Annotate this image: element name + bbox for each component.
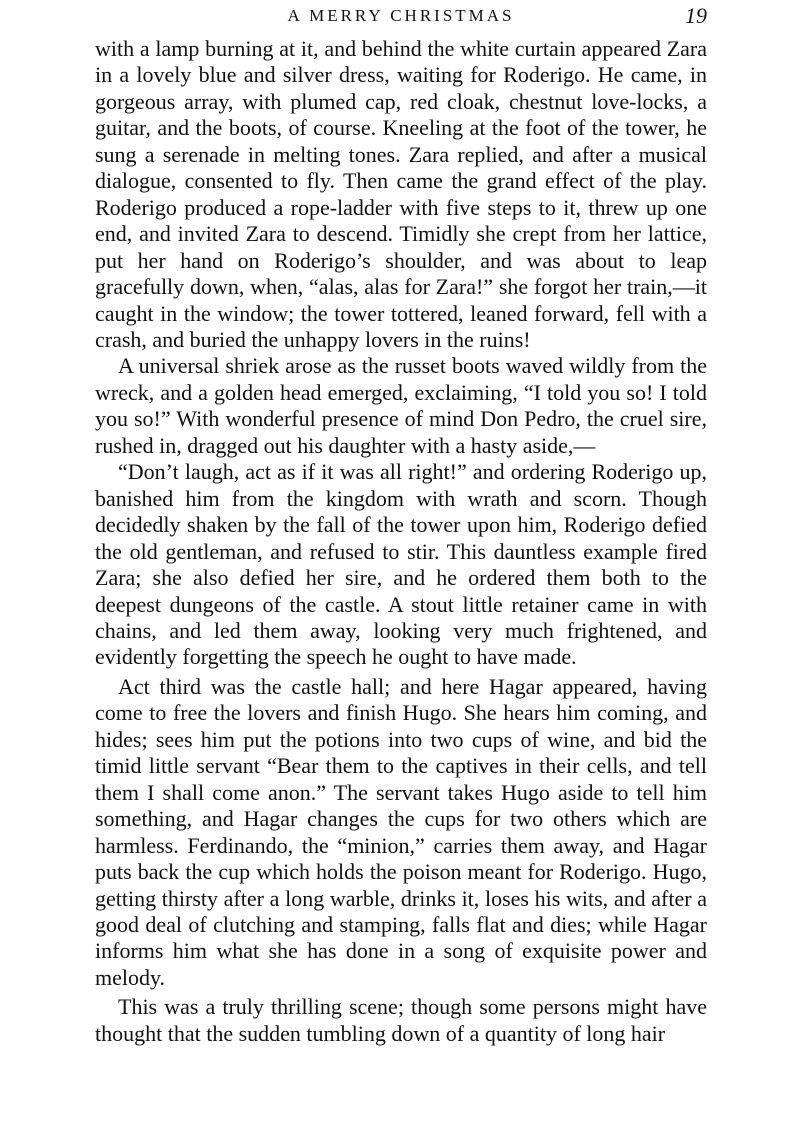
paragraph-thrilling-scene: This was a truly thrilling scene; though some persons might have thought that the sudden tumbling down of a quantity of long hair [95, 994, 707, 1046]
paragraph-continued: with a lamp burning at it, and behind the white curtain appeared Zara in a lovely blue and silver dress, waiting for Roderigo. He came, in gorgeous array, with plumed cap, red cloak, chestnut love-locks, a guitar, and the boots, of course. Kneeling at the foot of the tower, he sung a serenade in melting tones. Zara replied, and after a musical dialogue, consented to fly. Then came the grand effect of the play. Roderigo produced a rope-ladder with five steps to it, threw up one end, and invited Zara to descend. Timidly she crept from her lattice, put her hand on Roderigo’s shoulder, and was about to leap gracefully down, when, “alas, alas for Zara!” she forgot her train,—it caught in the window; the tower tottered, leaned forward, fell with a crash, and buried the unhappy lovers in the ruins! [95, 36, 707, 352]
paragraph-dont-laugh: “Don’t laugh, act as if it was all right!” and ordering Roderigo up, banished him from the kingdom with wrath and scorn. Though decidedly shaken by the fall of the tower upon him, Roderigo defied the old gentleman, and refused to stir. This dauntless example fired Zara; she also defied her sire, and he ordered them both to the deepest dungeons of the castle. A stout little retainer came in with chains, and led them away, looking very much frightened, and evidently forgetting the speech he ought to have made. [95, 459, 707, 670]
page-header [95, 3, 707, 29]
page-number: 19 [685, 3, 707, 28]
paragraph-act-third: Act third was the castle hall; and here Hagar appeared, having come to free the lovers and finish Hugo. She hears him coming, and hides; sees him put the potions into two cups of wine, and bid the timid little servant “Bear them to the captives in their cells, and tell them I shall come anon.” The servant takes Hugo aside to tell him something, and Hagar changes the cups for two others which are harmless. Ferdinando, the “minion,” carries them away, and Hagar puts back the cup which holds the poison meant for Roderigo. Hugo, getting thirsty after a long warble, drinks it, loses his wits, and after a good deal of clutching and stamping, falls flat and dies; while Hagar informs him what she has done in a song of exquisite power and melody. [95, 673, 707, 990]
body-text [95, 36, 707, 1047]
paragraph-shriek: A universal shriek arose as the russet boots waved wildly from the wreck, and a golden head emerged, exclaiming, “I told you so! I told you so!” With wonderful presence of mind Don Pedro, the cruel sire, rushed in, dragged out his daughter with a hasty aside,— [95, 353, 707, 458]
running-head: A MERRY CHRISTMAS [287, 6, 515, 25]
